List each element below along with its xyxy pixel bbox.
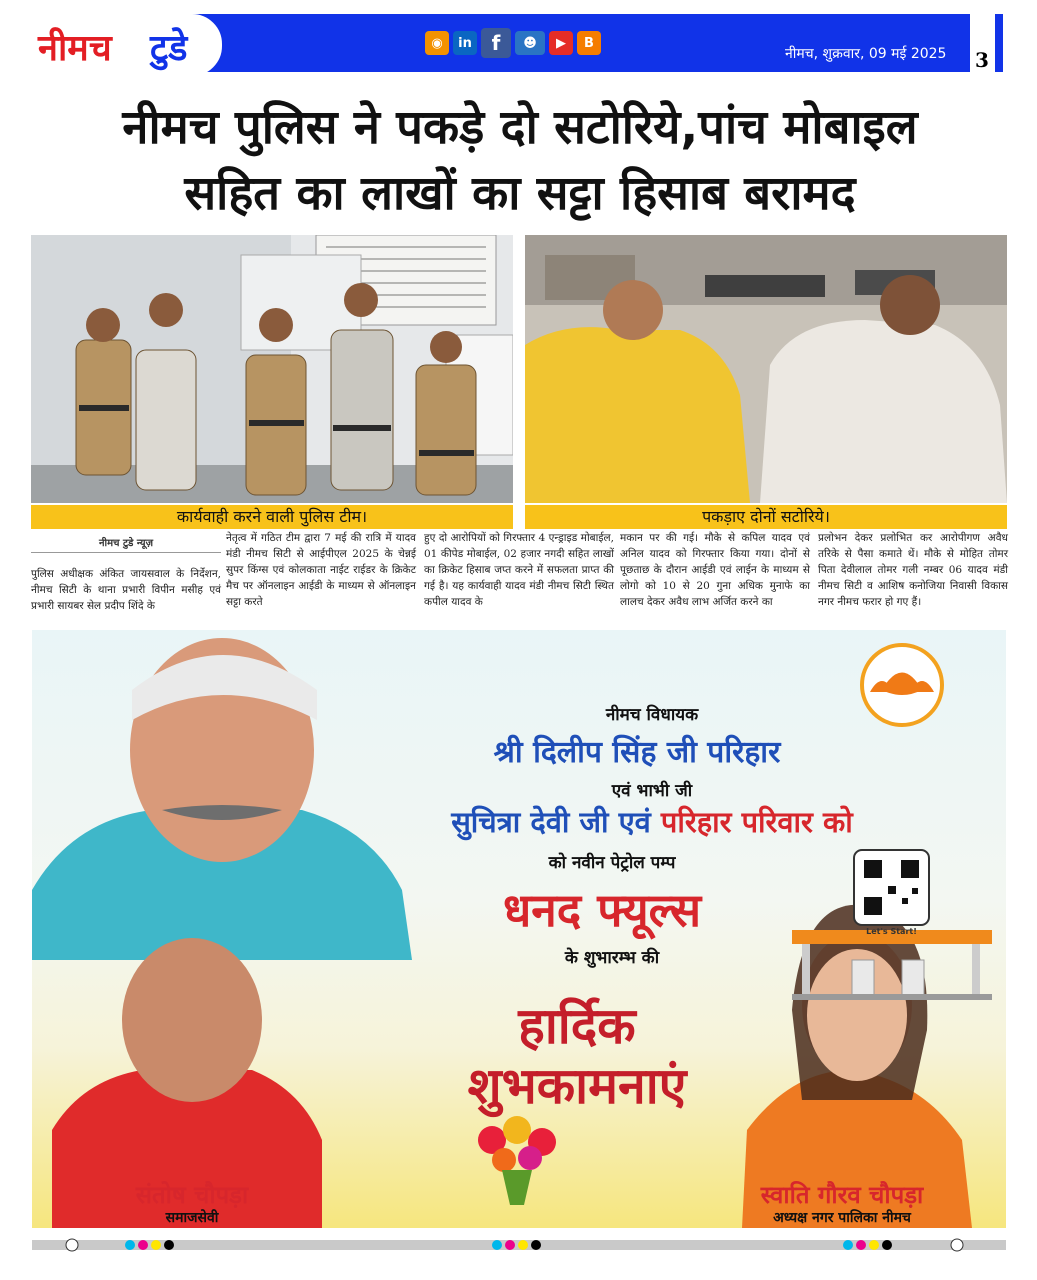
- headline-line-2: सहित का लाखों का सट्टा हिसाब बरामद: [184, 166, 856, 221]
- byline: नीमच टुडे न्यूज़: [99, 538, 153, 549]
- page-number: 3: [975, 48, 989, 72]
- myspace-icon[interactable]: ☻: [515, 31, 545, 55]
- ad-line-inauguration: के शुभारम्भ की: [564, 948, 660, 968]
- article-column-2: नेतृत्व में गठित टीम द्वारा 7 मई की रात्रि में यादव मंडी नीमच सिटी से आईपीएल 2025 के चेन्नई सुपर किंग्स एवं कोलकाता नाईट राईडर के क्रिकेट मैच पर ऑनलाइन आईडी के माध्यम से ऑनलाइन सट्टा करते: [226, 532, 416, 608]
- byline-rule: [31, 552, 221, 553]
- photo-caption-police-team: कार्यवाही करने वाली पुलिस टीम।: [31, 505, 513, 529]
- headline: [20, 95, 1020, 227]
- police-team-photo: [31, 235, 513, 503]
- congratulations-advertisement: [32, 630, 1006, 1228]
- article-column-5: प्रलोभन देकर प्रलोभित कर आरोपीगण अवैध तरिके से पैसा कमाते थें। मौके से मोहित तोमर पिता देवीलाल तोमर गली नम्बर 06 यादव मंडी नीमच सिटी व आशिष कनोजिया निवासी विकास नगर नीमच फरार हो गए हैं।: [818, 532, 1008, 608]
- ad-line-family-part2: परिहार परिवार को: [660, 805, 853, 839]
- arrested-men-photo: [525, 235, 1007, 503]
- ad-line-family: [357, 802, 947, 841]
- newspaper-logo[interactable]: [18, 14, 222, 76]
- social-icons: [425, 28, 601, 58]
- ad-person2-title: अध्यक्ष नगर पालिका नीमच: [773, 1210, 911, 1226]
- ad-greeting-line-1: हार्दिक: [518, 997, 636, 1055]
- ad-line-mla: नीमच विधायक: [605, 705, 699, 725]
- article-column-4: मकान पर की गई। मौके से कपिल यादव एवं अनिल यादव को गिरफ्तार किया गया। दोनों से पूछताछ के दौरान आईडी एवं लाईन के माध्यम से लोगो को 10 से 20 गुना अधिक मुनाफे का लालच देकर अवैध लाभ अर्जित करने का: [620, 532, 810, 608]
- ad-line-and-sister: एवं भाभी जी: [611, 781, 693, 801]
- ad-person2-name: स्वाति गौरव चौपड़ा: [760, 1181, 924, 1209]
- ad-greeting-line-2: शुभकामनाएं: [467, 1057, 687, 1115]
- logo-text-today: टुडे: [150, 28, 188, 69]
- ad-person1-title: समाजसेवी: [165, 1210, 219, 1226]
- headline-line-1: नीमच पुलिस ने पकड़े दो सटोरिये,पांच मोबाइल: [122, 100, 918, 155]
- article-column-3: हुए दो आरोपियों को गिरफ्तार 4 एन्ड्राइड मोबाईल, 01 कीपेड मोबाईल, 02 हजार नगदी सहित लाखों का क्रिकेट हिसाब जप्त करने में सफलता प्राप्त की गई है। यह कार्यवाही यादव मंडी नीमच सिटी स्थित कपील यादव के: [424, 532, 614, 608]
- dateline: नीमच, शुक्रवार, 09 मई 2025: [785, 46, 947, 62]
- blogger-icon[interactable]: B: [577, 31, 601, 55]
- photo-caption-arrested: पकड़ाए दोनों सटोरिये।: [525, 505, 1007, 529]
- rss-icon[interactable]: ◉: [425, 31, 449, 55]
- youtube-icon[interactable]: ▶: [549, 31, 573, 55]
- ad-line-petrol-pump: को नवीन पेट्रोल पम्प: [548, 853, 676, 873]
- article-column-1: पुलिस अधीक्षक अंकित जायसवाल के निर्देशन, नीमच सिटी के थाना प्रभारी विपीन मसीह एवं प्रभारी सायबर सेल प्रदीप शिंदे के: [31, 568, 221, 612]
- qr-caption: Let's Start!: [866, 927, 917, 936]
- masthead: [0, 14, 1037, 76]
- ad-brand-name: धनद फ्यूल्स: [502, 883, 702, 937]
- ad-line-mla-name: श्री दिलीप सिंह जी परिहार: [493, 735, 781, 770]
- masthead-edge: [995, 14, 1003, 72]
- ad-person1-name: संतोष चौपड़ा: [135, 1181, 249, 1209]
- linkedin-icon[interactable]: in: [453, 31, 477, 55]
- facebook-icon[interactable]: f: [481, 28, 511, 58]
- print-registration-strip: [32, 1238, 1006, 1252]
- logo-text-nimach: नीमच: [38, 28, 112, 69]
- ad-line-family-part1: सुचित्रा देवी जी एवं: [451, 805, 651, 839]
